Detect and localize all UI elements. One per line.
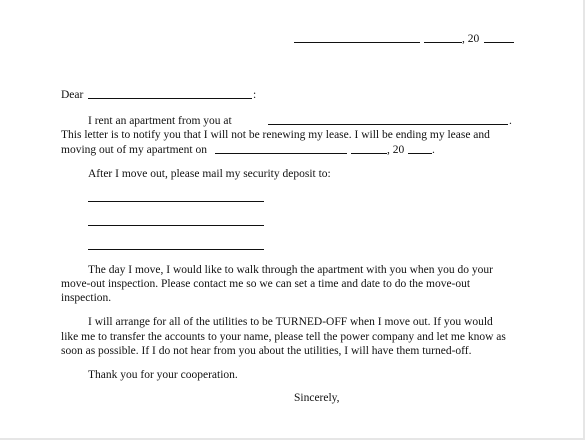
paragraph4-line3: soon as possible. If I do not hear from you about the utilities, I will have them turned-off. (61, 345, 472, 357)
salutation-dear: Dear (61, 89, 84, 101)
apartment-address-blank[interactable] (268, 124, 508, 125)
closing-sincerely: Sincerely, (294, 392, 340, 404)
paragraph3-line3: inspection. (61, 292, 112, 304)
paragraph1-line3-start: moving out of my apartment on (61, 144, 207, 156)
move-out-date-blank[interactable] (215, 153, 347, 154)
salutation-colon: : (253, 89, 257, 101)
move-out-year-prefix: , 20 (387, 144, 405, 156)
paragraph1-line1-end: . (509, 115, 512, 127)
forwarding-address-line-2[interactable] (88, 225, 264, 226)
paragraph1-line2: This letter is to notify you that I will not be renewing my lease. I will be ending my lease and (61, 129, 490, 141)
paragraph1-line1: I rent an apartment from you at (88, 115, 232, 127)
paragraph3-line2: move-out inspection. Please contact me so we can set a time and date to do the move-out (61, 278, 471, 290)
landlord-name-blank[interactable] (88, 98, 252, 99)
date-day-blank[interactable] (424, 42, 462, 43)
move-out-year-blank[interactable] (408, 153, 432, 154)
forwarding-address-line-3[interactable] (88, 249, 264, 250)
paragraph5-text: Thank you for your cooperation. (88, 369, 238, 381)
date-month-day-blank[interactable] (294, 42, 420, 43)
move-out-day-blank[interactable] (351, 153, 387, 154)
paragraph3-line1: The day I move, I would like to walk through the apartment with you when you do your (88, 264, 493, 276)
paragraph4-line2: like me to transfer the accounts to your name, please tell the power company and let me know as (61, 331, 506, 343)
paragraph4-line1: I will arrange for all of the utilities to be TURNED-OFF when I move out. If you would (88, 316, 493, 328)
forwarding-address-line-1[interactable] (88, 201, 264, 202)
paragraph1-line3-end: . (432, 144, 435, 156)
date-year-blank[interactable] (484, 42, 514, 43)
paragraph2-text: After I move out, please mail my security deposit to: (88, 168, 331, 180)
date-year-prefix: , 20 (462, 33, 480, 45)
